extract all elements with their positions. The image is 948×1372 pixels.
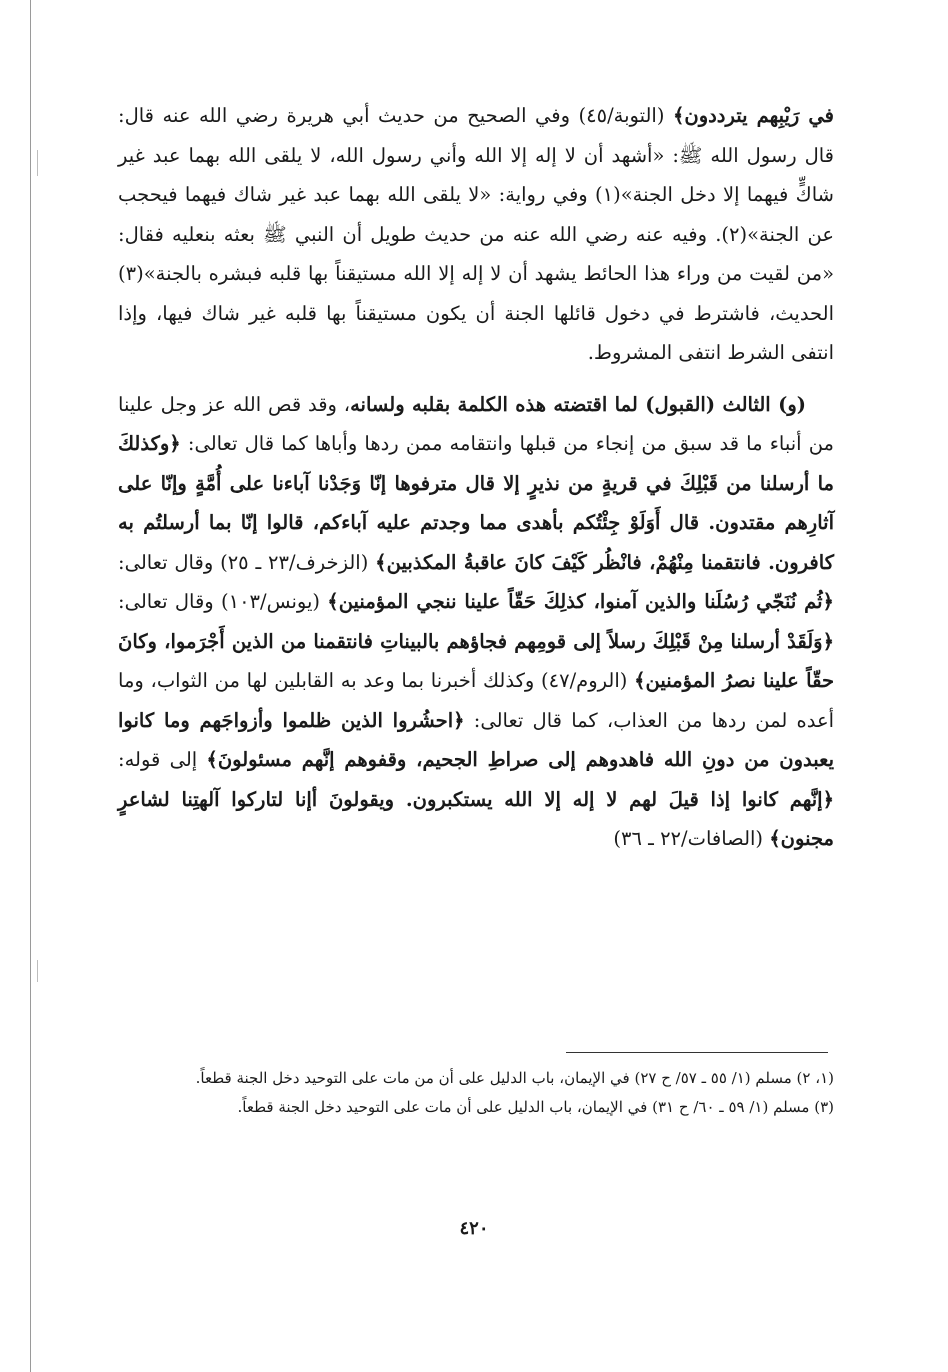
main-text — [118, 96, 834, 859]
quran-verse: ﴿ثُم نُنَجّي رُسُلَنا والذين آمنوا، كذلِكَ حَقّاً علينا ننجي المؤمنين﴾ — [327, 590, 834, 613]
text-span: إلى قوله: — [118, 748, 207, 771]
page-gutter-line — [30, 0, 31, 1372]
footnotes — [118, 1066, 834, 1124]
verse-citation: (يونس/١٠٣) وقال تعالى: — [118, 590, 328, 613]
text-span: ، وقد قص الله عز وجل علينا من أنباء ما قد سبق من إنجاء من قبلها وانتقامه ممن ردها وأباها كما قال تعالى: — [118, 392, 834, 455]
quran-verse: ﴿وَلَقَدْ أرسلنا مِنْ قَبْلِكَ رسلاً إلى قومِهم فجاؤهم بالبيناتِ فانتقمنا من الذين أَجْرَموا، وكانَ حقّاً علينا نصرُ المؤمنين﴾ — [118, 629, 834, 692]
paragraph-2 — [118, 385, 834, 859]
page-number: ٤٢٠ — [459, 1218, 489, 1239]
footnote-1: (١، ٢) مسلم (١/ ٥٥ ـ ٥٧/ ح ٢٧) في الإيمان، باب الدليل على أن من مات على التوحيد دخل الجنة قطعاً. — [195, 1069, 834, 1087]
footnote-separator — [566, 1052, 828, 1053]
quran-verse: ﴿احشُروا الذين ظلموا وأزواجَهم وما كانوا يعبدون من دونِ الله فاهدوهم إلى صراطِ الجحيم، وقفوهم إنَّهم مسئولونَ﴾ — [118, 708, 835, 771]
footnote-2: (٣) مسلم (١/ ٥٩ ـ ٦٠/ ح ٣١) في الإيمان، باب الدليل على أن مات على التوحيد دخل الجنة قطعاً. — [237, 1098, 834, 1116]
quran-verse: ﴿إنَّهم كانوا إذا قيلَ لهم لا إله إلا الله يستكبرون. ويقولونَ أإنا لتاركوا آلهتِنا لشاعرٍ مجنون﴾ — [118, 787, 834, 850]
text-span: (الروم/٤٧) وكذلك أخبرنا بما وعد به القابلين لها من الثواب، وما أعده لمن ردها من العذاب، كما قال تعالى: — [118, 669, 834, 732]
text-span: (التوبة/٤٥) وفي الصحيح من حديث أبي هريرة رضي الله عنه قال: قال رسول الله ﷺ: «أشهد أن لا إله إلا الله وأني رسول الله، لا يلقى الله بهما عبد غير شاكٍّ فيهما إلا دخل الجنة»(١) وفي رواية: «لا يلقى الله بهما عبد غير شاك فيهما فيحجب عن الجنة»(٢). وفيه عنه رضي الله عنه من حديث طويل أن النبي ﷺ بعثه بنعليه فقال: «من لقيت من وراء هذا الحائط يشهد أن لا إله إلا الله مستيقناً بها قلبه فبشره بالجنة»(٣) الحديث، فاشترط في دخول قائلها الجنة أن يكون مستيقناً بها قلبه غير شاك فيها، وإذا انتفى الشرط انتفى المشروط. — [118, 104, 834, 364]
quran-verse: في رَيْبِهم يترددون﴾ — [672, 104, 835, 127]
quran-verse: ﴿وكذلكَ ما أرسلنا من قَبْلِكَ في قريةٍ من نذيرٍ إلا قال مترفوها إنّا وَجَدْنا آباءنا على أُمَّةٍ وإنّا على آثارِهم مقتدون. قال أَوَلَوْ جِئْتُكم بأهدى مما وجدتم عليه آباءكم، قالوا إنّا بما أرسلتُم به كافرون. فانتقمنا مِنْهُمْ، فانْظُر كَيْفَ كانَ عاقبةُ المكذبين﴾ — [118, 432, 834, 574]
verse-citation: (الصافات/٢٢ ـ ٣٦) — [613, 827, 770, 850]
paragraph-1 — [118, 96, 834, 373]
section-heading-text: (و) الثالث (القبول) لما اقتضته هذه الكلمة بقلبه ولسانه — [350, 392, 807, 416]
verse-citation: (الزخرف/٢٣ ـ ٢٥) وقال تعالى: — [118, 550, 376, 574]
page-gutter-tick — [37, 960, 38, 982]
page-gutter-tick — [37, 150, 38, 176]
